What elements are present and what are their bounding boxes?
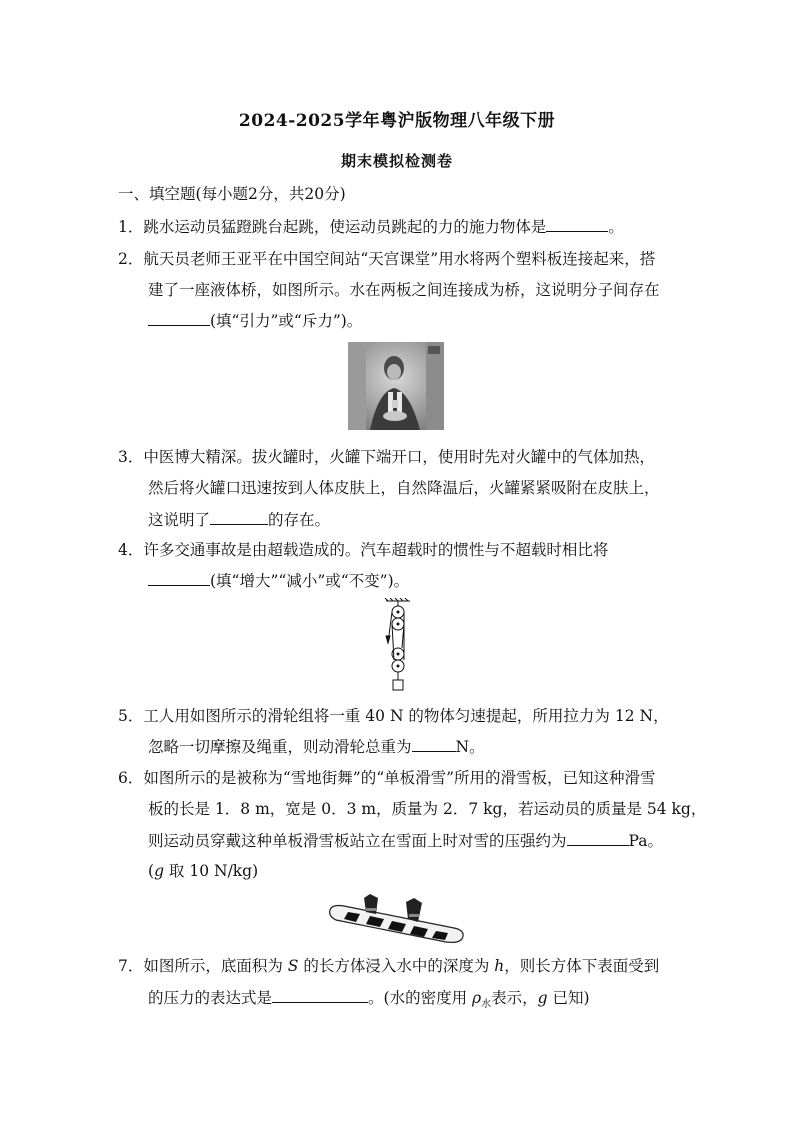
q7-line2-b: 。(水的密度用 [368, 989, 472, 1007]
q4-line1: 4．许多交通事故是由超载造成的。汽车超载时的惯性与不超载时相比将 [118, 541, 609, 559]
q7-blank[interactable] [272, 987, 368, 1003]
q6-blank[interactable] [567, 830, 629, 846]
q7-line2-d: 已知) [547, 989, 590, 1007]
q2-line3-text: (填“引力”或“斥力”)。 [210, 312, 363, 330]
exam-subtitle: 期末模拟检测卷 [340, 152, 453, 170]
q6-line2: 板的长是 1．8 m，宽是 0．3 m，质量为 2．7 kg，若运动员的质量是 54 kg， [148, 800, 707, 818]
q2-line1: 2．航天员老师王亚平在中国空间站“天宫课堂”用水将两个塑料板连接起来，搭 [118, 250, 656, 268]
q3-line3-a: 这说明了 [148, 511, 211, 529]
q4-line2 [148, 570, 409, 591]
q7-rho-symbol: ρ [472, 989, 482, 1007]
q2-blank[interactable] [148, 310, 210, 326]
q7-line2-a: 的压力的表达式是 [148, 989, 273, 1007]
q7-depth-symbol: h [494, 957, 505, 975]
q5-line2-a: 忽略一切摩擦及绳重，则动滑轮总重为 [148, 738, 412, 756]
q7-rho-subscript: 水 [481, 999, 492, 1011]
exam-title: 2024-2025学年粤沪版物理八年级下册 [238, 111, 556, 131]
q6-line3-a: 则运动员穿戴这种单板滑雪板站立在雪面上时对雪的压强约为 [148, 832, 567, 850]
q1-end: 。 [608, 218, 624, 236]
q3-line2: 然后将火罐口迅速按到人体皮肤上，自然降温后，火罐紧紧吸附在皮肤上， [148, 479, 660, 497]
q3-blank[interactable] [210, 509, 268, 525]
q7-line2 [148, 987, 590, 1015]
q6-line1: 6．如图所示的是被称为“雪地街舞”的“单板滑雪”所用的滑雪板，已知这种滑雪 [118, 769, 656, 787]
q3-line1: 3．中医博大精深。拔火罐时，火罐下端开口，使用时先对火罐中的气体加热， [118, 448, 655, 466]
q6-g-symbol: g [154, 862, 164, 880]
q7-area-symbol: S [287, 957, 299, 975]
question-1 [118, 216, 624, 237]
q6-line3 [148, 830, 663, 851]
q4-blank[interactable] [148, 570, 210, 586]
q6-g-value: 取 10 N/kg) [164, 862, 259, 880]
q3-line3-b: 的存在。 [268, 511, 331, 529]
q5-line1: 5．工人用如图所示的滑轮组将一重 40 N 的物体匀速提起，所用拉力为 12 N， [118, 707, 669, 725]
q5-line2 [148, 736, 485, 757]
liquid-bridge-photo [348, 342, 444, 430]
q7-line1 [118, 956, 659, 976]
q7-line2-c: 表示， [491, 989, 538, 1007]
q7-g-symbol: g [537, 989, 548, 1007]
q5-blank[interactable] [412, 736, 456, 752]
q2-line2: 建了一座液体桥，如图所示。水在两板之间连接成为桥，这说明分子间存在 [148, 281, 660, 299]
q6-paren: ( [148, 862, 155, 880]
q6-line4 [148, 861, 258, 881]
q3-line3 [148, 509, 330, 530]
q5-line2-b: N。 [455, 738, 485, 756]
section-heading: 一、填空题(每小题2分，共20分) [118, 185, 346, 203]
pulley-system-diagram [378, 598, 418, 696]
q7-line1-c: ，则长方体下表面受到 [504, 957, 660, 975]
snowboard-illustration [326, 888, 466, 946]
q7-line1-a: 7．如图所示，底面积为 [118, 957, 288, 975]
q6-line3-b: Pa。 [628, 832, 663, 850]
q4-line2-text: (填“增大”“减小”或“不变”)。 [210, 572, 410, 590]
q2-line3 [148, 310, 362, 331]
q1-text: 1．跳水运动员猛蹬跳台起跳，使运动员跳起的力的施力物体是 [118, 218, 547, 236]
q1-blank[interactable] [546, 216, 608, 232]
q7-line1-b: 的长方体浸入水中的深度为 [298, 957, 495, 975]
